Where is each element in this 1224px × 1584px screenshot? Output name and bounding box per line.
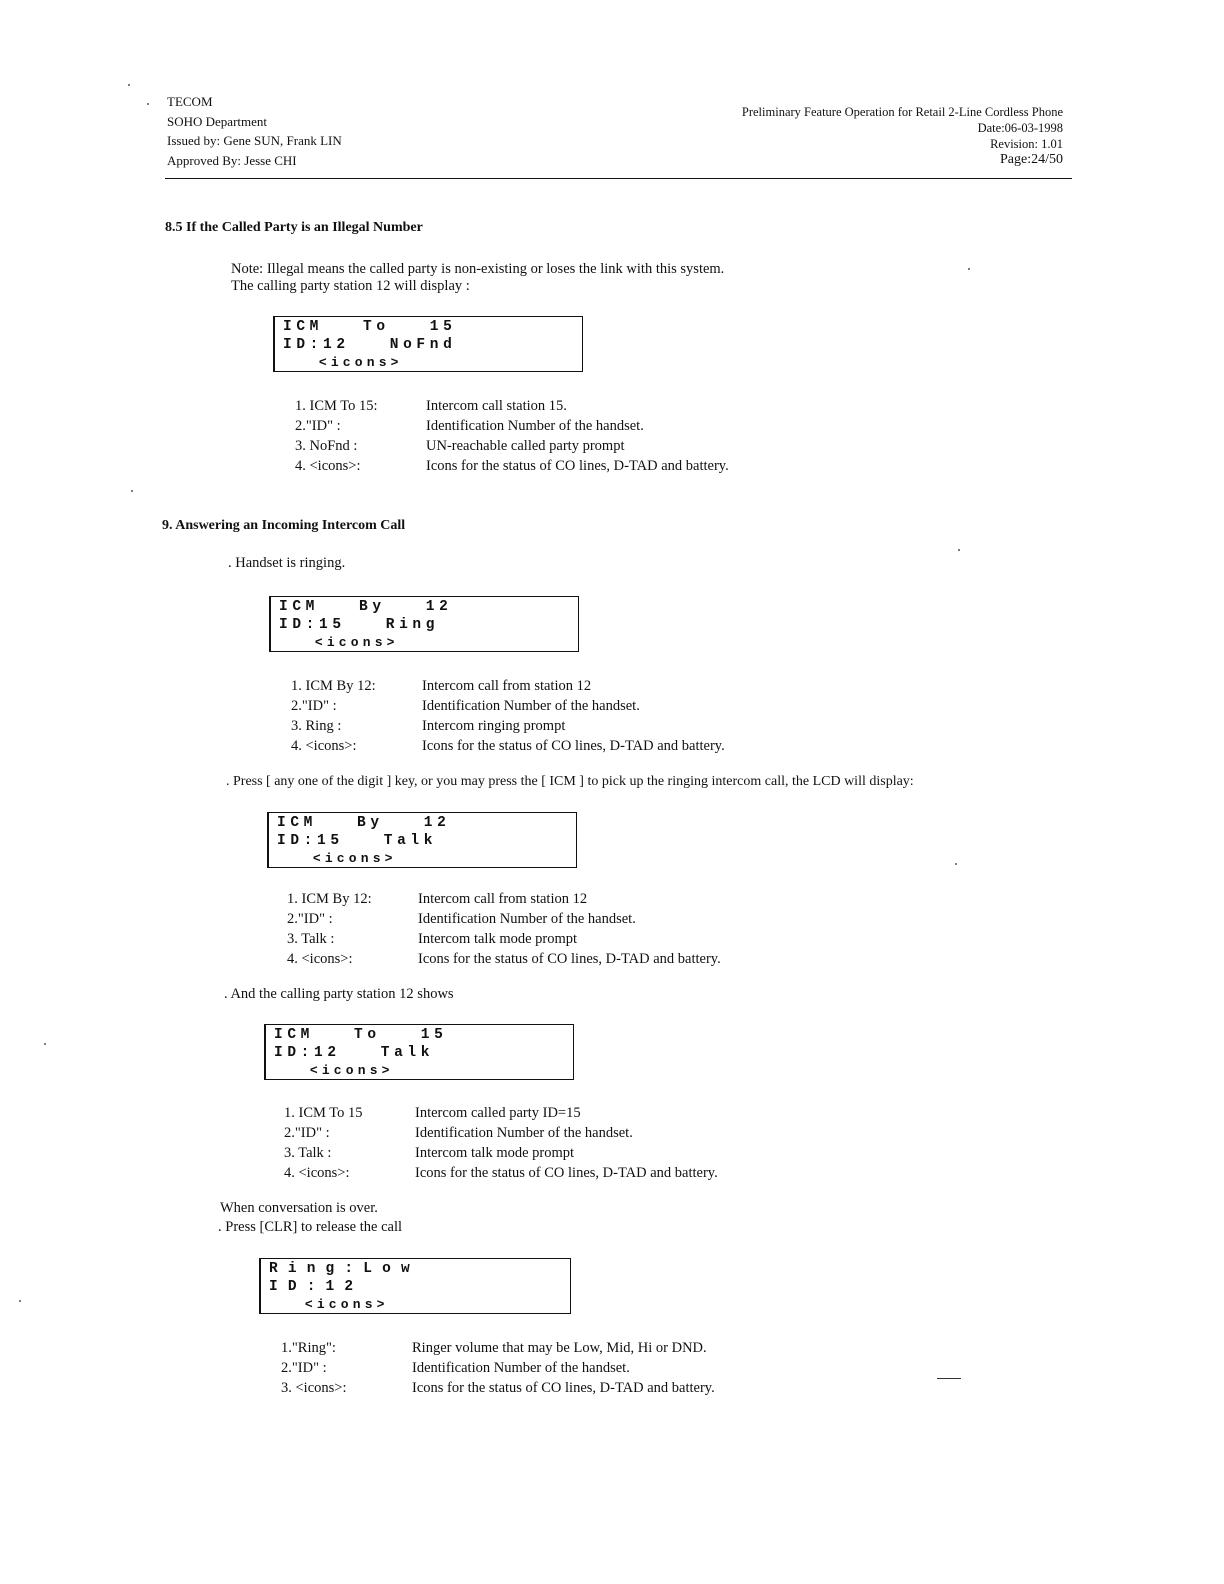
lcd-line-3: <icons> [269, 1297, 389, 1312]
lcd-line-1: ICM To 15 [274, 1027, 448, 1043]
approved-by: Approved By: Jesse CHI [167, 152, 297, 168]
lcd-line-1: ICM By 12 [279, 599, 453, 615]
legend-definition: Identification Number of the handset. [415, 1125, 633, 1141]
document-date: Date:06-03-1998 [977, 121, 1063, 135]
legend-definition: Intercom call station 15. [426, 398, 567, 414]
document-revision: Revision: 1.01 [990, 137, 1063, 151]
legend-definition: UN-reachable called party prompt [426, 438, 625, 454]
company-name: TECOM [167, 94, 213, 109]
lcd-line-3: <icons> [274, 1063, 394, 1078]
lcd-display-ring [269, 596, 579, 652]
legend-definition: Intercom called party ID=15 [415, 1105, 581, 1121]
header-right [742, 104, 1063, 168]
lcd-display-talk [267, 812, 577, 868]
lcd-line-2: ID:12 [269, 1279, 364, 1295]
lcd-line-2: ID:15 Ring [279, 617, 440, 633]
legend-term: 2."ID" : [291, 698, 337, 714]
note-line-2: The calling party station 12 will display : [231, 278, 470, 294]
legend-definition: Icons for the status of CO lines, D-TAD and battery. [418, 951, 721, 967]
legend-definition: Icons for the status of CO lines, D-TAD and battery. [422, 738, 725, 754]
legend-term: 3. Ring : [291, 718, 342, 734]
lcd-line-1: ICM By 12 [277, 815, 451, 831]
legend-definition: Icons for the status of CO lines, D-TAD and battery. [426, 458, 729, 474]
scan-speck [955, 863, 957, 865]
scan-speck [958, 549, 960, 551]
legend-definition: Identification Number of the handset. [426, 418, 644, 434]
section-heading-8-5: 8.5 If the Called Party is an Illegal Number [165, 220, 423, 235]
scan-speck [19, 1300, 21, 1302]
legend-definition: Identification Number of the handset. [412, 1360, 630, 1376]
legend-term: 4. <icons>: [295, 458, 361, 474]
legend-term: 2."ID" : [281, 1360, 327, 1376]
legend-term: 1. ICM To 15: [295, 398, 378, 414]
lcd-line-2: ID:12 NoFnd [283, 337, 457, 353]
legend-definition: Intercom call from station 12 [418, 891, 588, 907]
scan-speck [968, 268, 970, 270]
header-left [167, 92, 342, 170]
document-title: Preliminary Feature Operation for Retail 2-Line Cordless Phone [741, 105, 1063, 119]
lcd-line-3: <icons> [277, 851, 397, 866]
legend-term: 4. <icons>: [291, 738, 357, 754]
legend-term: 3. Talk : [287, 931, 335, 947]
legend-term: 3. Talk : [284, 1145, 332, 1161]
lcd-line-1: ICM To 15 [283, 319, 457, 335]
page-number: Page:24/50 [1000, 152, 1063, 167]
lcd-line-1: Ring:Low [269, 1261, 420, 1277]
lcd-line-2: ID:15 Talk [277, 833, 438, 849]
section-heading-9: 9. Answering an Incoming Intercom Call [162, 518, 406, 533]
scan-speck [44, 1043, 46, 1045]
legend-term: 3. <icons>: [281, 1380, 347, 1396]
legend-definition: Ringer volume that may be Low, Mid, Hi or DND. [412, 1340, 707, 1356]
step-conversation-over: When conversation is over. [220, 1200, 378, 1216]
note-line-1: Note: Illegal means the called party is non-existing or loses the link with this system. [231, 261, 725, 277]
legend-definition: Intercom ringing prompt [422, 718, 566, 734]
legend-definition: Icons for the status of CO lines, D-TAD and battery. [415, 1165, 718, 1181]
scan-mark [937, 1378, 961, 1379]
scan-speck [128, 84, 130, 86]
legend-term: 1. ICM To 15 [284, 1105, 363, 1121]
lcd-line-3: <icons> [283, 355, 403, 370]
lcd-display-idle [259, 1258, 571, 1314]
step-pick-up: . Press [ any one of the digit ] key, or you may press the [ ICM ] to pick up the ringing intercom call, the LCD will display: [226, 774, 914, 789]
header-rule [165, 178, 1072, 179]
step-handset-ringing: . Handset is ringing. [228, 555, 346, 571]
legend-term: 3. NoFnd : [295, 438, 358, 454]
legend-definition: Identification Number of the handset. [418, 911, 636, 927]
scan-speck [131, 490, 133, 492]
legend-term: 1."Ring": [281, 1340, 336, 1356]
legend-term: 4. <icons>: [287, 951, 353, 967]
legend-definition: Intercom talk mode prompt [415, 1145, 575, 1161]
legend-definition: Icons for the status of CO lines, D-TAD and battery. [412, 1380, 715, 1396]
legend-term: 2."ID" : [284, 1125, 330, 1141]
issued-by: Issued by: Gene SUN, Frank LIN [167, 133, 342, 148]
step-press-clr: . Press [CLR] to release the call [218, 1219, 403, 1235]
lcd-display-calling-talk [264, 1024, 574, 1080]
legend-definition: Identification Number of the handset. [422, 698, 640, 714]
step-calling-party: . And the calling party station 12 shows [224, 986, 454, 1002]
legend-definition: Intercom call from station 12 [422, 678, 592, 694]
legend-term: 1. ICM By 12: [291, 678, 376, 694]
lcd-line-3: <icons> [279, 635, 399, 650]
department: SOHO Department [167, 113, 268, 129]
legend-term: 1. ICM By 12: [287, 891, 372, 907]
legend-term: 2."ID" : [295, 418, 341, 434]
lcd-display-nofnd [273, 316, 583, 372]
legend-definition: Intercom talk mode prompt [418, 931, 578, 947]
scan-speck [147, 103, 149, 105]
legend-term: 2."ID" : [287, 911, 333, 927]
legend-term: 4. <icons>: [284, 1165, 350, 1181]
lcd-line-2: ID:12 Talk [274, 1045, 435, 1061]
